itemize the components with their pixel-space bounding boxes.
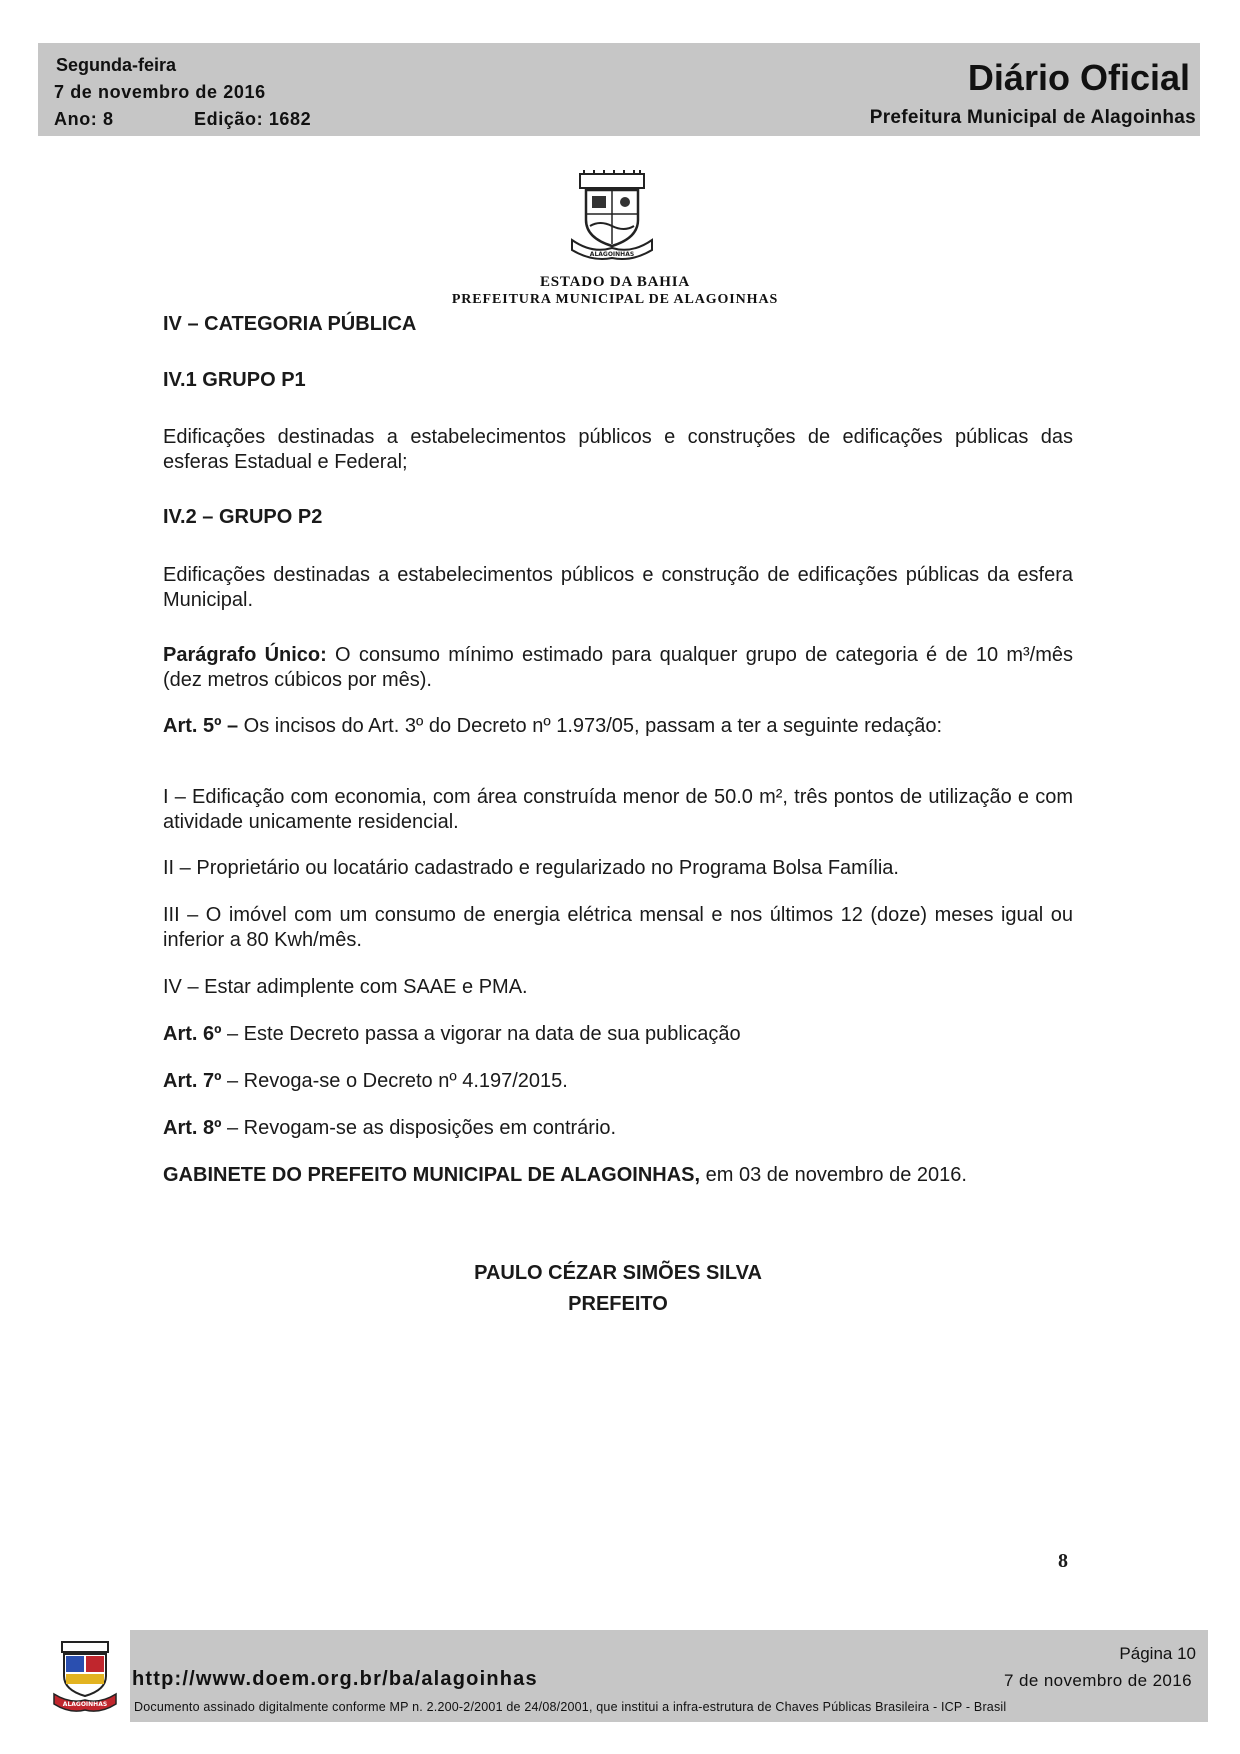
art5-text: Os incisos do Art. 3º do Decreto nº 1.973/05, passam a ter a seguinte redação: [243,715,943,737]
inciso-3: III – O imóvel com um consumo de energia elétrica mensal e nos últimos 12 (doze) meses igual ou inferior a 80 Kwh/mês. [163,904,1073,951]
paragrafo-unico-text: O consumo mínimo estimado para qualquer grupo de categoria é de 10 m³/mês (dez metros cúbicos por mês). [163,644,1073,691]
inciso-1: I – Edificação com economia, com área construída menor de 50.0 m², três pontos de utilização e com atividade unicamente residencial. [163,786,1073,833]
signer-name: PAULO CÉZAR SIMÕES SILVA [474,1262,762,1284]
art6-label: Art. 6º [163,1023,222,1045]
art7 [163,1069,1073,1094]
gabinete-closing [163,1163,1073,1188]
footer-crest-banner-text: ALAGOINHAS [62,1701,108,1708]
art6-text: – Este Decreto passa a vigorar na data de sua publicação [227,1023,741,1045]
scan-page-number: 8 [1058,1550,1068,1572]
heading-grupo-p1: IV.1 GRUPO P1 [163,369,306,391]
art8-text: – Revogam-se as disposições em contrário. [227,1117,617,1139]
crest-banner-text: ALAGOINHAS [589,251,635,258]
header-band [38,43,1200,136]
footer-certification: Documento assinado digitalmente conforme MP n. 2.200-2/2001 de 24/08/2001, que institui a infra-estrutura de Chaves Públicas Brasileira - ICP - Brasil [134,1700,1007,1714]
letterhead-prefecture: PREFEITURA MUNICIPAL DE ALAGOINHAS [451,292,779,307]
footer-page-label: Página 10 [1119,1644,1196,1663]
art5 [163,714,1073,739]
header-date: 7 de novembro de 2016 [54,82,266,102]
header-weekday: Segunda-feira [56,55,177,75]
art8 [163,1116,1073,1141]
grupo-p1-text: Edificações destinadas a estabelecimentos públicos e construções de edificações públicas das esferas Estadual e Federal; [163,426,1073,473]
gabinete-text: em 03 de novembro de 2016. [705,1164,967,1186]
header-year: Ano: 8 [54,109,114,129]
heading-categoria-publica: IV – CATEGORIA PÚBLICA [163,313,417,335]
heading-grupo-p2: IV.2 – GRUPO P2 [163,506,323,528]
art7-text: – Revoga-se o Decreto nº 4.197/2015. [227,1070,568,1092]
paragrafo-unico-label: Parágrafo Único: [163,644,327,666]
inciso-4: IV – Estar adimplente com SAAE e PMA. [163,976,528,998]
art8-label: Art. 8º [163,1117,222,1139]
art5-label: Art. 5º – [163,715,239,737]
letterhead-state: ESTADO DA BAHIA [539,274,691,290]
art7-label: Art. 7º [163,1070,222,1092]
footer-crest-icon [52,1640,118,1716]
paragrafo-unico [163,643,1073,693]
signer-title: PREFEITO [568,1293,668,1315]
footer-date: 7 de novembro de 2016 [1004,1671,1192,1690]
header-subtitle: Prefeitura Municipal de Alagoinhas [869,107,1196,128]
gabinete-label: GABINETE DO PREFEITO MUNICIPAL DE ALAGOINHAS, [163,1164,701,1186]
header-title: Diário Oficial [967,57,1190,98]
art6 [163,1022,1073,1047]
footer-url-link[interactable]: http://www.doem.org.br/ba/alagoinhas [132,1668,538,1690]
footer-band [130,1630,1208,1722]
grupo-p2-text: Edificações destinadas a estabelecimentos públicos e construção de edificações públicas da esfera Municipal. [163,564,1073,611]
inciso-2: II – Proprietário ou locatário cadastrado e regularizado no Programa Bolsa Família. [163,857,899,879]
municipal-crest-icon [570,170,654,266]
header-edition: Edição: 1682 [194,109,312,129]
